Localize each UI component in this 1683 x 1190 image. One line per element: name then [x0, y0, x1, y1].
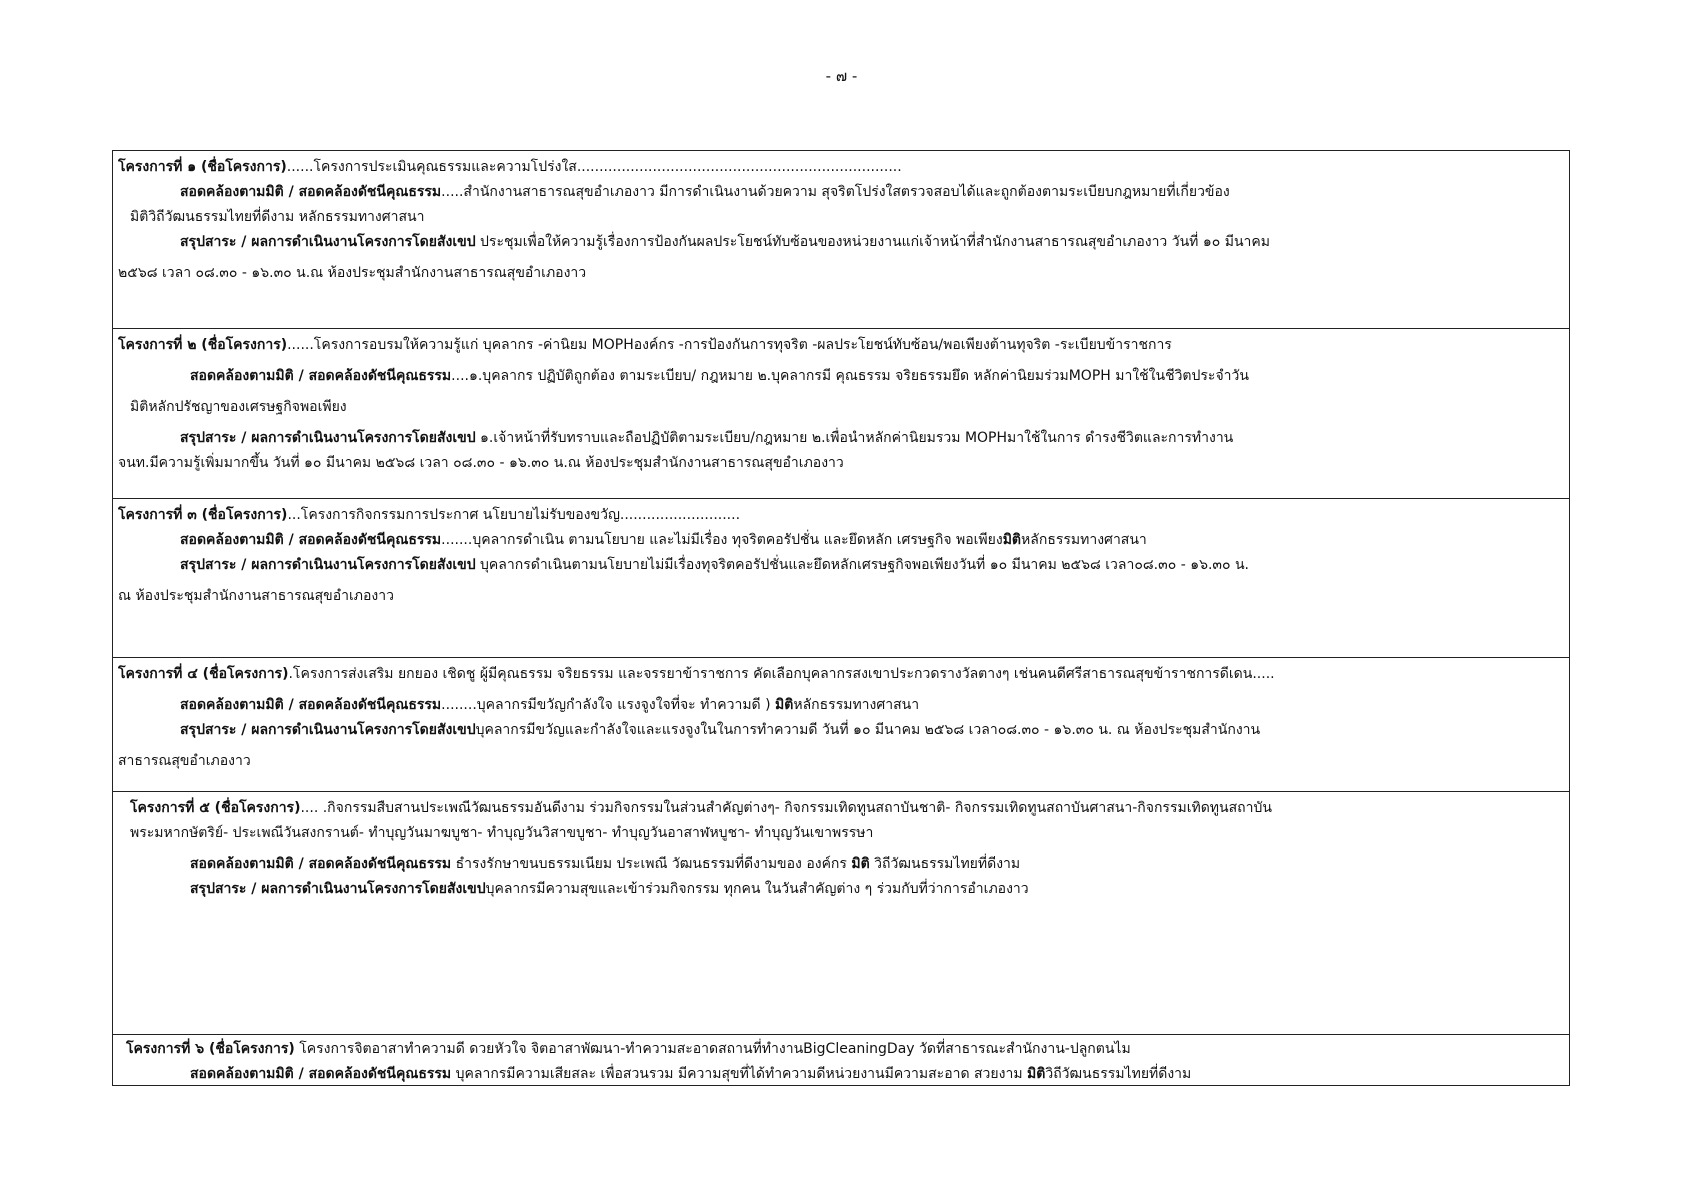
summary-label: สรุปสาระ / ผลการดำเนินงานโครงการโดยสังเขป: [180, 557, 476, 573]
alignment-line: [118, 180, 1561, 205]
summary-line-2: [118, 749, 1561, 774]
alignment-label: สอดคล้องตามมิติ / สอดคล้องดัชนีคุณธรรม: [190, 1066, 452, 1082]
project-row-4: [112, 657, 1570, 791]
summary-line: [118, 718, 1561, 743]
project-title-label: โครงการที่ ๑ (ชื่อโครงการ): [118, 159, 287, 175]
project-title-line: [118, 503, 1561, 528]
summary-label: สรุปสาระ / ผลการดำเนินงานโครงการโดยสังเขป: [190, 881, 486, 897]
summary-text-2: จนท.มีความรู้เพิ่มมากขึ้น วันที่ ๑๐ มีนาคม ๒๕๖๘ เวลา ๐๘.๓๐ - ๑๖.๓๐ น.ณ ห้องประชุมสำนักงานสาธารณสุขอำเภองาว: [118, 455, 844, 471]
project-title-text: โครงการจิตอาสาทำความดี ดวยหัวใจ จิตอาสาพัฒนา-ทำความสะอาดสถานที่ทำงานBigCleaningDay วัดที่สาธารณะสำนักงาน-ปลูกตนไม: [294, 1041, 1131, 1057]
alignment-line: [118, 364, 1561, 389]
dimension-label: มิติ: [775, 697, 794, 713]
dimension-text: วิถีวัฒนธรรมไทยที่ดีงาม: [1045, 1066, 1192, 1082]
project-title-label: โครงการที่ ๔ (ชื่อโครงการ): [118, 666, 289, 682]
project-row-1: [112, 150, 1570, 328]
alignment-text: ........บุคลากรมีขวัญกำลังใจ แรงจูงใจที่จะ ทำความดี ): [441, 697, 776, 713]
summary-line: [118, 426, 1561, 451]
alignment-text: บุคลากรมีความเสียสละ เพื่อสวนรวม มีความสุขที่ได้ทำความดีหน่วยงานมีความสะอาด สวยงาม: [451, 1066, 1027, 1082]
alignment-text-2: มิติวิถีวัฒนธรรมไทยที่ดีงาม หลักธรรมทางศาสนา: [130, 209, 425, 225]
dimension-label: มิติ: [1027, 1066, 1046, 1082]
project-row-5: [112, 791, 1570, 1034]
alignment-line: [118, 693, 1561, 718]
project-row-3: [112, 498, 1570, 657]
dimension-text: หลักธรรมทางศาสนา: [1021, 532, 1147, 548]
summary-text-2: ๒๕๖๘ เวลา ๐๘.๓๐ - ๑๖.๓๐ น.ณ ห้องประชุมสำนักงานสาธารณสุขอำเภองาว: [118, 265, 587, 281]
alignment-line-2: [118, 205, 1561, 230]
alignment-text: .....สำนักงานสาธารณสุขอำเภองาว มีการดำเนินงานด้วยความ สุจริตโปร่งใสตรวจสอบได้และถูกต้องตามระเบียบกฎหมายที่เกี่ยวข้อง: [441, 184, 1230, 200]
summary-text-2: ณ ห้องประชุมสำนักงานสาธารณสุขอำเภองาว: [118, 588, 394, 604]
dimension-label: มิติ: [851, 856, 870, 872]
project-title-text-2: พระมหากษัตริย์- ประเพณีวันสงกรานต์- ทำบุญวันมาฆบูชา- ทำบุญวันวิสาขบูชา- ทำบุญวันอาสาฬหบูชา- ทำบุญวันเขาพรรษา: [130, 825, 874, 841]
alignment-text: ....๑.บุคลากร ปฏิบัติถูกต้อง ตามระเบียบ/ กฎหมาย ๒.บุคลากรมี คุณธรรม จริยธรรมยึด หลักค่านิยมร่วมMOPH มาใช้ในชีวิตประจำวัน: [451, 368, 1249, 384]
alignment-line: [118, 1062, 1561, 1086]
dimension-text: วิถีวัฒนธรรมไทยที่ดีงาม: [869, 856, 1021, 872]
summary-text: บุคลากรดำเนินตามนโยบายไม่มีเรื่องทุจริตคอรัปชั่นและยึดหลักเศรษฐกิจพอเพียงวันที่ ๑๐ มีนาคม ๒๕๖๘ เวลา๐๘.๓๐ - ๑๖.๓๐ น.: [475, 557, 1250, 573]
summary-line: [118, 230, 1561, 255]
summary-line: [118, 553, 1561, 578]
summary-line-2: [118, 584, 1561, 609]
summary-label: สรุปสาระ / ผลการดำเนินงานโครงการโดยสังเขป: [180, 722, 476, 738]
summary-line-2: [118, 261, 1561, 286]
project-title-line: [118, 1037, 1561, 1062]
project-title-line: [118, 333, 1561, 358]
alignment-label: สอดคล้องตามมิติ / สอดคล้องดัชนีคุณธรรม: [180, 184, 442, 200]
alignment-line: [118, 528, 1561, 553]
alignment-text: .......บุคลากรดำเนิน ตามนโยบาย และไม่มีเรื่อง ทุจริตคอรัปชั่น และยึดหลัก เศรษฐกิจ พอเพียง: [441, 532, 1003, 548]
summary-text-2: สาธารณสุขอำเภองาว: [118, 753, 251, 769]
project-title-line: [118, 662, 1561, 687]
alignment-line-2: [118, 395, 1561, 420]
summary-text: บุคลากรมีความสุขและเข้าร่วมกิจกรรม ทุกคน ในวันสำคัญต่าง ๆ ร่วมกับที่ว่าการอำเภองาว: [485, 881, 1029, 897]
page-number: - ๗ -: [825, 67, 858, 85]
summary-text: ๑.เจ้าหน้าที่รับทราบและถือปฏิบัติตามระเบียบ/กฎหมาย ๒.เพื่อนำหลักค่านิยมรวม MOPHมาใช้ในการ ดำรงชีวิตและการทำงาน: [475, 430, 1234, 446]
summary-text: ประชุมเพื่อให้ความรู้เรื่องการป้องกันผลประโยชน์ทับซ้อนของหน่วยงานแก่เจ้าหน้าที่สำนักงานสาธารณสุขอำเภองาว วันที่ ๑๐ มีนาคม: [475, 234, 1270, 250]
summary-line-2: [118, 451, 1561, 476]
project-title-label: โครงการที่ ๖ (ชื่อโครงการ): [126, 1041, 295, 1057]
alignment-label: สอดคล้องตามมิติ / สอดคล้องดัชนีคุณธรรม: [180, 532, 442, 548]
dimension-text: หลักธรรมทางศาสนา: [793, 697, 920, 713]
project-row-2: [112, 328, 1570, 498]
summary-label: สรุปสาระ / ผลการดำเนินงานโครงการโดยสังเขป: [180, 430, 476, 446]
summary-label: สรุปสาระ / ผลการดำเนินงานโครงการโดยสังเขป: [180, 234, 476, 250]
summary-text: บุคลากรมีขวัญและกำลังใจและแรงจูงในในการทำความดี วันที่ ๑๐ มีนาคม ๒๕๖๘ เวลา๐๘.๓๐ - ๑๖.๓๐ น. ณ ห้องประชุมสำนักงาน: [475, 722, 1261, 738]
project-title-label: โครงการที่ ๕ (ชื่อโครงการ): [130, 800, 301, 816]
summary-line: [118, 877, 1561, 902]
project-title-text: ......โครงการอบรมให้ความรู้แก่ บุคลากร -ค่านิยม MOPHองค์กร -การป้องกันการทุจริต -ผลประโยชน์ทับซ้อน/พอเพียงต้านทุจริต -ระเบียบข้าราชการ: [287, 337, 1172, 353]
alignment-text: ธำรงรักษาขนบธรรมเนียม ประเพณี วัฒนธรรมที่ดีงามของ องค์กร: [451, 856, 852, 872]
alignment-line: [118, 852, 1561, 877]
alignment-text-2: มิติหลักปรัชญาของเศรษฐกิจพอเพียง: [130, 399, 347, 415]
project-row-6: [112, 1034, 1570, 1086]
project-title-text: .... .กิจกรรมสืบสานประเพณีวัฒนธรรมอันดีงาม ร่วมกิจกรรมในส่วนสำคัญต่างๆ- กิจกรรมเทิดทูนสถาบันชาติ- กิจกรรมเทิดทูนสถาบันศาสนา-กิจกรรมเทิดทูนสถาบัน: [300, 800, 1272, 816]
project-title-line-2: [118, 821, 1561, 846]
project-title-line: [118, 796, 1561, 821]
project-title-text: .โครงการส่งเสริม ยกยอง เชิดชู ผู้มีคุณธรรม จริยธรรม และจรรยาข้าราชการ คัดเลือกบุคลากรสงเขาประกวดรางวัลตางๆ เช่นคนดีศรีสาธารณสุขข้าราชการดีเดน.....: [288, 666, 1275, 682]
alignment-label: สอดคล้องตามมิติ / สอดคล้องดัชนีคุณธรรม: [180, 697, 442, 713]
project-title-label: โครงการที่ ๒ (ชื่อโครงการ): [118, 337, 288, 353]
alignment-label: สอดคล้องตามมิติ / สอดคล้องดัชนีคุณธรรม: [190, 856, 452, 872]
dimension-label: มิติ: [1002, 532, 1022, 548]
project-title-text: ...โครงการกิจกรรมการประกาศ นโยบายไม่รับของขวัญ...........................: [287, 507, 741, 523]
projects-table: [112, 150, 1570, 1086]
alignment-label: สอดคล้องตามมิติ / สอดคล้องดัชนีคุณธรรม: [190, 368, 452, 384]
project-title-label: โครงการที่ ๓ (ชื่อโครงการ): [118, 507, 288, 523]
project-title-text: ......โครงการประเมินคุณธรรมและความโปร่งใส.........................................................................: [286, 159, 902, 175]
project-title-line: [118, 155, 1561, 180]
